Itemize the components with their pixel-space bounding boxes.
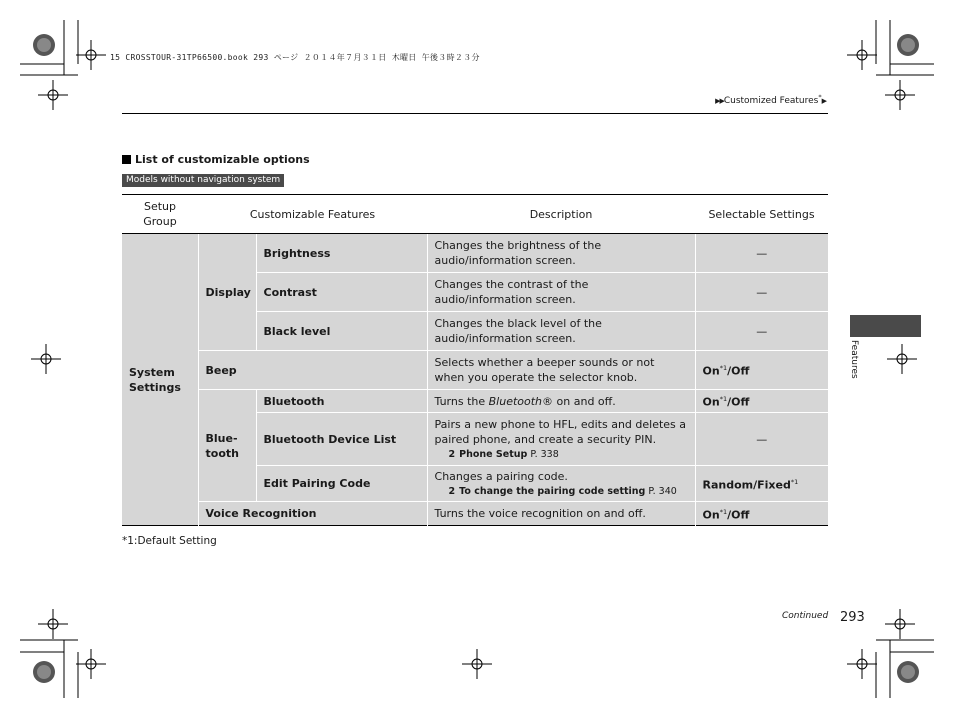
description-contrast: Changes the contrast of the audio/information screen. bbox=[427, 273, 695, 312]
subgroup-display: Display bbox=[198, 234, 256, 351]
running-head-arrows: ▶▶ bbox=[715, 97, 724, 105]
description-text: Changes a pairing code. bbox=[434, 469, 568, 483]
header-rule bbox=[122, 113, 828, 114]
description-bluetooth bbox=[427, 390, 695, 413]
setting-beep bbox=[695, 351, 828, 390]
setting-off: /Off bbox=[727, 395, 750, 409]
table-row bbox=[122, 234, 828, 273]
header-setup-group: Setup Group bbox=[122, 195, 198, 234]
setting-on: On bbox=[702, 508, 720, 522]
default-mark: *1 bbox=[790, 477, 799, 486]
description-edit-pairing-code bbox=[427, 466, 695, 502]
running-head-title: Customized Features bbox=[723, 96, 819, 106]
page-number: 293 bbox=[840, 610, 865, 625]
setting-bluetooth bbox=[695, 390, 828, 413]
header-features: Customizable Features bbox=[198, 195, 427, 234]
default-mark: *1 bbox=[719, 507, 728, 516]
setting-bluetooth-device-list: — bbox=[695, 413, 828, 466]
customizable-options-table bbox=[122, 194, 828, 526]
setting-on: On bbox=[702, 364, 720, 378]
running-head bbox=[715, 93, 826, 106]
setting-off: /Off bbox=[727, 364, 750, 378]
running-head-arrow-end: ▶ bbox=[821, 97, 826, 105]
table-header-row bbox=[122, 195, 828, 234]
feature-bluetooth: Bluetooth bbox=[256, 390, 427, 413]
default-mark: *1 bbox=[719, 395, 728, 404]
description-text: Pairs a new phone to HFL, edits and deletes a paired phone, and create a security PIN. bbox=[434, 417, 687, 446]
feature-bluetooth-device-list: Bluetooth Device List bbox=[256, 413, 427, 466]
running-head-asterisk: * bbox=[818, 93, 822, 101]
reference-title: To change the pairing code setting bbox=[459, 485, 646, 497]
cross-reference-link[interactable] bbox=[435, 447, 688, 462]
footnote: *1:Default Setting bbox=[122, 535, 217, 547]
cross-reference-link[interactable] bbox=[435, 484, 688, 499]
square-bullet-icon bbox=[122, 155, 131, 164]
description-brightness: Changes the brightness of the audio/information screen. bbox=[427, 234, 695, 273]
setting-off: /Off bbox=[727, 508, 750, 522]
setting-black-level: — bbox=[695, 312, 828, 351]
reference-page: P. 340 bbox=[645, 485, 677, 497]
header-description: Description bbox=[427, 195, 695, 234]
model-tag: Models without navigation system bbox=[122, 174, 284, 187]
section-title bbox=[122, 153, 310, 166]
reference-arrow-icon: 2 bbox=[448, 485, 456, 497]
description-beep: Selects whether a beeper sounds or not when you operate the selector knob. bbox=[427, 351, 695, 390]
setting-brightness: — bbox=[695, 234, 828, 273]
setting-on: On bbox=[702, 395, 720, 409]
description-voice-recognition: Turns the voice recognition on and off. bbox=[427, 502, 695, 526]
continued-label: Continued bbox=[782, 611, 829, 621]
feature-brightness: Brightness bbox=[256, 234, 427, 273]
group-system-settings: System Settings bbox=[122, 234, 198, 526]
setting-contrast: — bbox=[695, 273, 828, 312]
subgroup-bluetooth: Blue-tooth bbox=[198, 390, 256, 502]
setting-edit-pairing-code bbox=[695, 466, 828, 502]
reference-arrow-icon: 2 bbox=[448, 448, 456, 460]
reference-title: Phone Setup bbox=[459, 448, 528, 460]
subgroup-beep: Beep bbox=[198, 351, 427, 390]
side-tab bbox=[850, 315, 921, 337]
description-black-level: Changes the black level of the audio/information screen. bbox=[427, 312, 695, 351]
side-tab-label: Features bbox=[849, 340, 859, 379]
description-bluetooth-device-list bbox=[427, 413, 695, 466]
feature-contrast: Contrast bbox=[256, 273, 427, 312]
feature-edit-pairing-code: Edit Pairing Code bbox=[256, 466, 427, 502]
reference-page: P. 338 bbox=[527, 448, 559, 460]
table-row bbox=[122, 502, 828, 526]
feature-black-level: Black level bbox=[256, 312, 427, 351]
default-mark: *1 bbox=[719, 364, 728, 373]
print-info-line: 15 CROSSTOUR-31TP66500.book 293 ページ ２０１４年７月３１日 木曜日 午後３時２３分 bbox=[110, 53, 480, 62]
header-settings: Selectable Settings bbox=[695, 195, 828, 234]
description-text: Turns the bbox=[434, 394, 489, 408]
setting-voice-recognition bbox=[695, 502, 828, 526]
section-title-text: List of customizable options bbox=[135, 153, 310, 166]
description-emphasis: Bluetooth bbox=[488, 394, 543, 408]
description-text: ® on and off. bbox=[542, 394, 616, 408]
table-row bbox=[122, 390, 828, 413]
table-row bbox=[122, 351, 828, 390]
subgroup-voice-recognition: Voice Recognition bbox=[198, 502, 427, 526]
setting-random-fixed: Random/Fixed bbox=[702, 478, 791, 492]
